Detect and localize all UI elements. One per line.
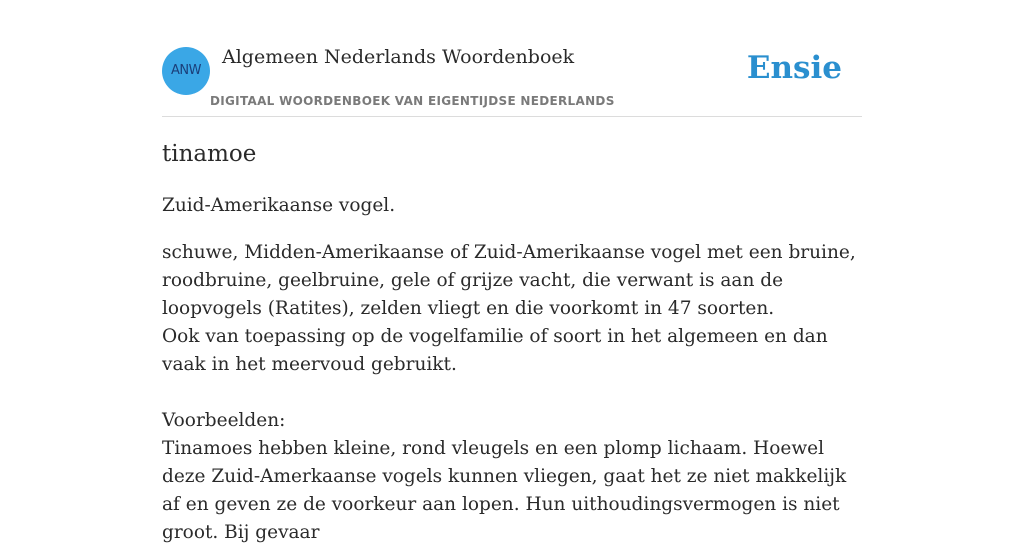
ensie-brand-logo[interactable]: Ensie [746, 50, 842, 86]
paragraph-spacer [162, 379, 862, 407]
anw-logo[interactable]: ANW [162, 47, 210, 95]
short-definition: Zuid-Amerikaanse vogel. [162, 195, 396, 216]
site-title[interactable]: Algemeen Nederlands Woordenboek [222, 46, 575, 68]
site-header [162, 40, 862, 117]
definition-usage-note: Ook van toepassing op de vogelfamilie of soort in het algemeen en dan vaak in het meervoud gebruikt. [162, 326, 828, 375]
examples-label: Voorbeelden: [162, 410, 286, 431]
entry-content [162, 138, 862, 547]
entry-term: tinamoe [162, 141, 257, 167]
definition-paragraph: schuwe, Midden-Amerikaanse of Zuid-Amerikaanse vogel met een bruine, roodbruine, geelbruine, gele of grijze vacht, die verwant is aan de loopvogels (Ratites), zelden vliegt en die voorkomt in 47 soorten. [162, 242, 856, 319]
long-definition [162, 239, 862, 547]
site-subtitle: DIGITAAL WOORDENBOEK VAN EIGENTIJDSE NEDERLANDS [210, 94, 615, 108]
example-text: Tinamoes hebben kleine, rond vleugels en een plomp lichaam. Hoewel deze Zuid-Amerkaanse vogels kunnen vliegen, gaat het ze niet makkelijk af en geven ze de voorkeur aan lopen. Hun uithoudingsvermogen is niet groot. Bij gevaar [162, 438, 847, 543]
